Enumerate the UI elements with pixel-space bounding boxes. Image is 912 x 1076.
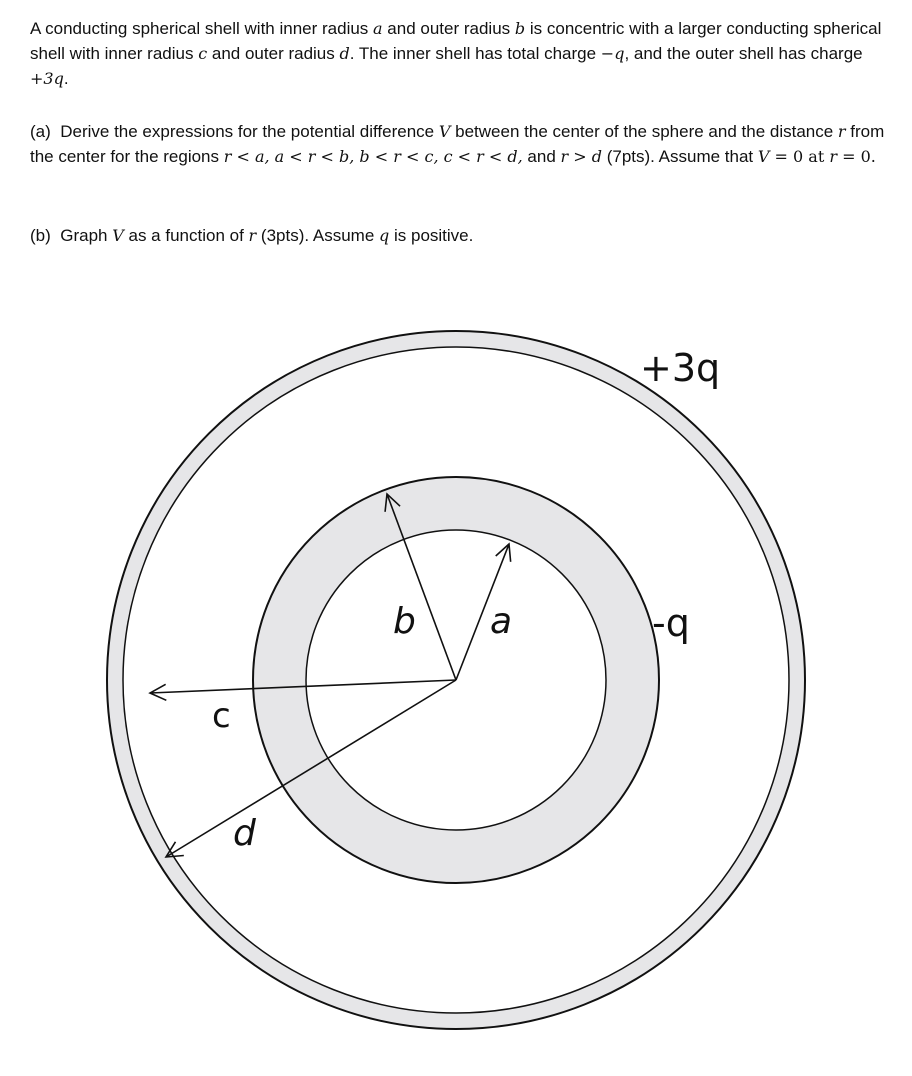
part-a-label: (a) — [30, 122, 51, 141]
problem-intro: A conducting spherical shell with inner radius a and outer radius b is concentric with a larger conducting spherical shell with inner radius c and outer radius d. The inner shell has total charge −q, and the outer shell has charge +3q. — [30, 19, 882, 88]
radius-c-label: c — [212, 696, 231, 736]
radius-d-label: d — [233, 813, 256, 854]
radius-b-label: b — [393, 601, 416, 642]
outer-charge-label: +3q — [640, 346, 721, 390]
radius-a-label: a — [490, 601, 513, 642]
part-a: (a) Derive the expressions for the potential difference V between the center of the sphere and the distance r from the center for the regions r < a, a < r < b, b < r < c, c < r < d, and r > d (7pts). Assume that V = 0 at r = 0. — [30, 122, 885, 166]
part-b-label: (b) — [30, 226, 51, 245]
part-b: (b) Graph V as a function of r (3pts). Assume q is positive. — [30, 226, 474, 245]
inner-charge-label: -q — [652, 601, 690, 645]
